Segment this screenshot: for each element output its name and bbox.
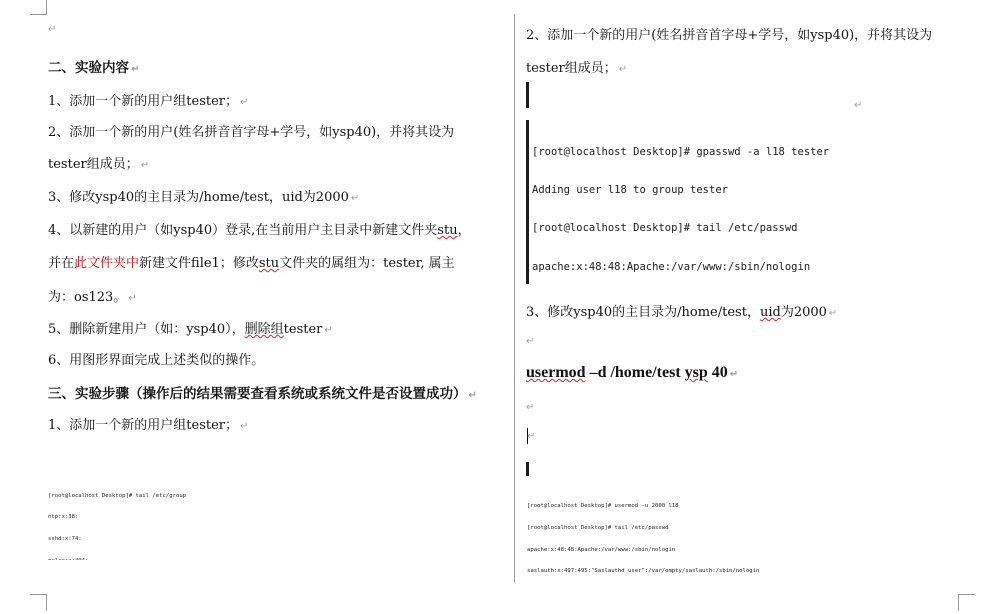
column-divider (514, 14, 515, 582)
item-4-line-1-end: ， (457, 223, 471, 238)
return-mark: ↵ (854, 100, 863, 111)
item-4-line-1-text: 4、以新建的用户（如ysp40）登录,在当前用户主目录中新建文件夹 (48, 223, 438, 238)
return-mark: ↵ (324, 325, 333, 336)
empty-paragraph-mark: ↵ (526, 336, 535, 347)
spellcheck-word-usermod: usermod (526, 364, 586, 381)
terminal-screenshot-groupadd (46, 443, 308, 465)
item-6-paragraph[interactable] (48, 349, 264, 368)
item-1-text: 1、添加一个新的用户组tester； (48, 94, 238, 109)
command-args: –d /home/test (585, 364, 685, 381)
section-title-steps[interactable] (48, 382, 477, 402)
return-mark: ↵ (140, 160, 150, 171)
terminal-screenshot-etc-group (48, 478, 228, 560)
return-mark: ↵ (618, 64, 628, 75)
item-3-paragraph[interactable] (48, 186, 359, 205)
right-item-3-text-c: 为2000 (780, 305, 827, 320)
terminal-line: [root@localhost Desktop]# usermod -u 2000 l18 (527, 503, 679, 510)
item-5-text-a: 5、删除新建用户（如：ysp40）， (48, 322, 245, 337)
terminal-line: sshd:x:74: (48, 536, 82, 543)
item-4-line-2-text-d: 文件夹的属组为：tester, 属主 (279, 256, 455, 271)
corner-mark-bottom-left (30, 594, 47, 611)
right-item-3-paragraph[interactable] (526, 301, 837, 320)
command-number: 40 (707, 364, 728, 381)
return-mark: ↵ (350, 193, 360, 204)
corner-mark-top-left (30, 0, 47, 15)
spellcheck-word-stu: stu (258, 256, 280, 271)
terminal-line: Adding user l18 to group tester (532, 183, 728, 196)
item-4-line-2-text-a: 并在 (48, 256, 75, 271)
right-item-3-text-a: 3、修改ysp40的主目录为/home/test， (526, 305, 760, 320)
return-mark: ↵ (468, 390, 477, 401)
return-mark: ↵ (828, 308, 838, 319)
terminal-edge (526, 120, 529, 284)
terminal-line: [root@localhost Desktop]# gpasswd -a l18 tester (532, 145, 830, 158)
corner-mark-bottom-right (958, 594, 975, 611)
item-1-paragraph[interactable] (48, 90, 248, 109)
terminal-edge (526, 82, 529, 108)
item-2-line-2[interactable] (48, 153, 149, 172)
terminal-line: [root@localhost Desktop]# tail /etc/passwd (527, 525, 669, 532)
terminal-screenshot-usermod (534, 461, 834, 477)
right-item-2-line-2-text: tester组成员； (526, 61, 617, 76)
spellcheck-word-delete-group: 删除组 (244, 322, 284, 337)
right-item-2-line-2[interactable] (526, 57, 627, 76)
item-5-paragraph[interactable] (48, 318, 333, 337)
terminal-line: apache:x:48:48:Apache:/var/www:/sbin/nologin (532, 260, 811, 273)
item-3-text: 3、修改ysp40的主目录为/home/test，uid为2000 (48, 190, 349, 205)
terminal-line: [root@localhost Desktop]# tail /etc/passwd (532, 222, 798, 235)
empty-paragraph-mark: ↵ (526, 402, 535, 413)
right-item-2-line-1[interactable] (526, 24, 932, 43)
item-4-line-3-text: 为：os123。 (48, 290, 127, 305)
item-2-line-1[interactable] (48, 121, 454, 140)
item-6-text: 6、用图形界面完成上述类似的操作。 (48, 353, 265, 368)
return-mark: ↵ (240, 97, 249, 108)
return-mark: ↵ (131, 64, 140, 75)
terminal-line: ntp:x:38: (48, 514, 79, 521)
usermod-command[interactable] (526, 364, 738, 382)
item-2-line-2-text: tester组成员； (48, 157, 139, 172)
section-title-text: 二、实验内容 (48, 60, 129, 76)
terminal-edge (526, 462, 529, 476)
item-4-line-2[interactable] (48, 252, 455, 271)
item-5-text-c: tester (283, 322, 323, 337)
return-mark: ↵ (240, 421, 249, 432)
red-highlight-text: 此文件夹中 (74, 256, 140, 271)
terminal-line: apache:x:48:48:Apache:/var/www:/sbin/nologin (527, 546, 676, 553)
terminal-line: [root@localhost Desktop]# tail /etc/group (48, 492, 187, 499)
spellcheck-word-uid: uid (759, 305, 781, 320)
terminal-screenshot-gpasswd (531, 82, 831, 110)
terminal-line: saslauth:x:497:495:"Saslauthd user":/var/empty/saslauth:/sbin/nologin (527, 568, 760, 575)
return-mark: ↵ (729, 369, 739, 380)
item-2-line-1-text: 2、添加一个新的用户(姓名拼音首字母+学号，如ysp40)，并将其设为 (48, 125, 455, 140)
step-1-paragraph[interactable] (48, 414, 248, 433)
spellcheck-word-ysp: ysp (684, 364, 708, 381)
terminal-screenshot-passwd-after-usermod (527, 489, 827, 583)
spellcheck-word-stu: stu (437, 223, 458, 238)
terminal-line (48, 558, 228, 560)
empty-paragraph-mark: ↵ (48, 24, 57, 35)
section-title-content[interactable] (48, 56, 139, 76)
step-1-text: 1、添加一个新的用户组tester； (48, 418, 238, 433)
section-title-steps-text: 三、实验步骤（操作后的结果需要查看系统或系统文件是否设置成功） (48, 386, 467, 402)
item-4-line-3[interactable] (48, 286, 137, 305)
terminal-screenshot-etc-passwd (532, 120, 972, 286)
right-item-2-line-1-text: 2、添加一个新的用户(姓名拼音首字母+学号，如ysp40)，并将其设为 (526, 28, 933, 43)
return-mark: ↵ (128, 293, 137, 304)
empty-paragraph-mark: ↵ (527, 431, 536, 442)
item-4-line-2-text-b: 新建文件file1；修改 (139, 256, 259, 271)
item-4-line-1[interactable] (48, 219, 471, 238)
